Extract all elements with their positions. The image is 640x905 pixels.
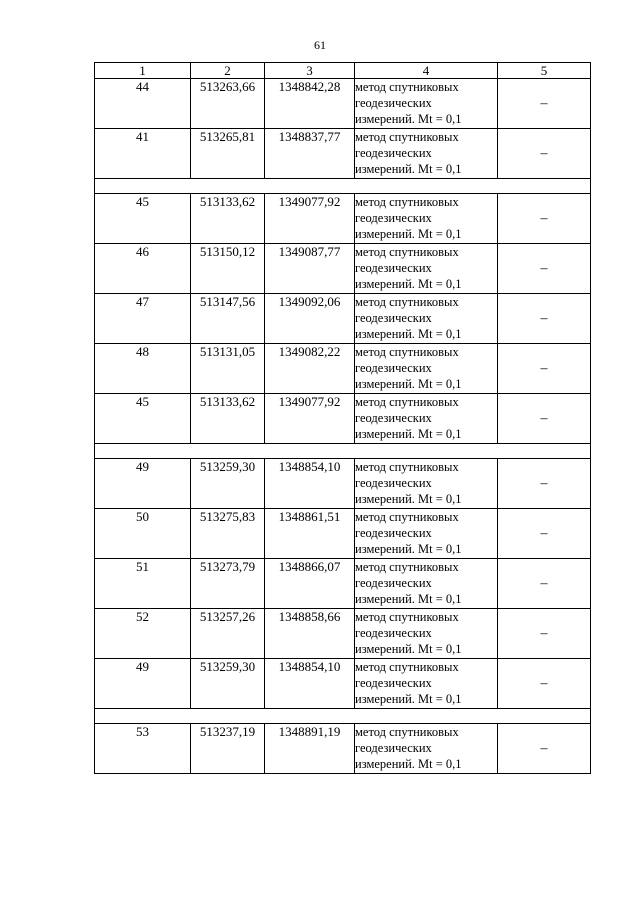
method-line: измерений. Mt = 0,1 — [355, 377, 462, 391]
method-cell — [355, 724, 498, 774]
method-line: метод спутниковых — [355, 725, 459, 739]
method-line: геодезических — [355, 476, 432, 490]
table-spacer-row — [95, 709, 591, 724]
point-number-cell: 50 — [95, 509, 191, 559]
method-line: геодезических — [355, 146, 432, 160]
method-cell — [355, 559, 498, 609]
x-coordinate-cell: 513131,05 — [191, 344, 265, 394]
point-number-cell: 45 — [95, 394, 191, 444]
point-number-cell: 49 — [95, 459, 191, 509]
method-line: геодезических — [355, 676, 432, 690]
y-coordinate-cell: 1348837,77 — [265, 129, 355, 179]
y-coordinate-cell: 1348854,10 — [265, 659, 355, 709]
method-line: метод спутниковых — [355, 460, 459, 474]
method-cell — [355, 459, 498, 509]
table-row — [95, 659, 591, 709]
point-number-cell: 49 — [95, 659, 191, 709]
method-line: метод спутниковых — [355, 510, 459, 524]
table-row — [95, 244, 591, 294]
accuracy-dash-cell: – — [498, 559, 591, 609]
x-coordinate-cell: 513237,19 — [191, 724, 265, 774]
point-number-cell: 45 — [95, 194, 191, 244]
spacer-cell — [95, 179, 591, 194]
y-coordinate-cell: 1348866,07 — [265, 559, 355, 609]
page-number: 61 — [314, 38, 326, 52]
y-coordinate-cell: 1349092,06 — [265, 294, 355, 344]
method-cell — [355, 394, 498, 444]
x-coordinate-cell: 513275,83 — [191, 509, 265, 559]
point-number-cell: 47 — [95, 294, 191, 344]
method-line: геодезических — [355, 626, 432, 640]
accuracy-dash-cell: – — [498, 394, 591, 444]
column-header-5: 5 — [498, 63, 591, 79]
method-line: метод спутниковых — [355, 610, 459, 624]
method-line: геодезических — [355, 576, 432, 590]
spacer-cell — [95, 709, 591, 724]
x-coordinate-cell: 513263,66 — [191, 79, 265, 129]
method-cell — [355, 344, 498, 394]
y-coordinate-cell: 1348854,10 — [265, 459, 355, 509]
method-line: метод спутниковых — [355, 395, 459, 409]
x-coordinate-cell: 513273,79 — [191, 559, 265, 609]
method-line: измерений. Mt = 0,1 — [355, 692, 462, 706]
accuracy-dash-cell: – — [498, 129, 591, 179]
accuracy-dash-cell: – — [498, 724, 591, 774]
x-coordinate-cell: 513150,12 — [191, 244, 265, 294]
method-cell — [355, 659, 498, 709]
method-line: измерений. Mt = 0,1 — [355, 327, 462, 341]
method-line: метод спутниковых — [355, 80, 459, 94]
point-number-cell: 44 — [95, 79, 191, 129]
x-coordinate-cell: 513259,30 — [191, 459, 265, 509]
column-header-3: 3 — [265, 63, 355, 79]
x-coordinate-cell: 513133,62 — [191, 394, 265, 444]
accuracy-dash-cell: – — [498, 509, 591, 559]
method-line: метод спутниковых — [355, 195, 459, 209]
table-row — [95, 194, 591, 244]
accuracy-dash-cell: – — [498, 79, 591, 129]
accuracy-dash-cell: – — [498, 294, 591, 344]
method-line: измерений. Mt = 0,1 — [355, 227, 462, 241]
method-line: измерений. Mt = 0,1 — [355, 112, 462, 126]
method-cell — [355, 194, 498, 244]
table-row — [95, 79, 591, 129]
method-line: измерений. Mt = 0,1 — [355, 757, 462, 771]
method-line: геодезических — [355, 741, 432, 755]
method-line: измерений. Mt = 0,1 — [355, 427, 462, 441]
y-coordinate-cell: 1348858,66 — [265, 609, 355, 659]
method-line: измерений. Mt = 0,1 — [355, 642, 462, 656]
table-spacer-row — [95, 444, 591, 459]
method-cell — [355, 509, 498, 559]
method-cell — [355, 609, 498, 659]
accuracy-dash-cell: – — [498, 344, 591, 394]
x-coordinate-cell: 513265,81 — [191, 129, 265, 179]
point-number-cell: 48 — [95, 344, 191, 394]
method-line: метод спутниковых — [355, 295, 459, 309]
method-line: геодезических — [355, 311, 432, 325]
y-coordinate-cell: 1348891,19 — [265, 724, 355, 774]
column-header-2: 2 — [191, 63, 265, 79]
table-header-row — [95, 63, 591, 79]
accuracy-dash-cell: – — [498, 244, 591, 294]
accuracy-dash-cell: – — [498, 609, 591, 659]
y-coordinate-cell: 1348842,28 — [265, 79, 355, 129]
table-row — [95, 609, 591, 659]
method-line: геодезических — [355, 411, 432, 425]
point-number-cell: 53 — [95, 724, 191, 774]
y-coordinate-cell: 1348861,51 — [265, 509, 355, 559]
method-line: геодезических — [355, 96, 432, 110]
point-number-cell: 41 — [95, 129, 191, 179]
method-cell — [355, 79, 498, 129]
point-number-cell: 46 — [95, 244, 191, 294]
table-row — [95, 294, 591, 344]
x-coordinate-cell: 513257,26 — [191, 609, 265, 659]
point-number-cell: 52 — [95, 609, 191, 659]
table-spacer-row — [95, 179, 591, 194]
method-line: геодезических — [355, 261, 432, 275]
y-coordinate-cell: 1349082,22 — [265, 344, 355, 394]
method-line: геодезических — [355, 526, 432, 540]
method-line: измерений. Mt = 0,1 — [355, 592, 462, 606]
y-coordinate-cell: 1349077,92 — [265, 194, 355, 244]
accuracy-dash-cell: – — [498, 659, 591, 709]
table-row — [95, 344, 591, 394]
method-line: метод спутниковых — [355, 130, 459, 144]
accuracy-dash-cell: – — [498, 459, 591, 509]
method-line: метод спутниковых — [355, 660, 459, 674]
method-line: метод спутниковых — [355, 560, 459, 574]
method-line: геодезических — [355, 361, 432, 375]
column-header-1: 1 — [95, 63, 191, 79]
table-row — [95, 509, 591, 559]
y-coordinate-cell: 1349087,77 — [265, 244, 355, 294]
table-row — [95, 559, 591, 609]
x-coordinate-cell: 513133,62 — [191, 194, 265, 244]
method-line: измерений. Mt = 0,1 — [355, 492, 462, 506]
table-row — [95, 724, 591, 774]
method-cell — [355, 244, 498, 294]
spacer-cell — [95, 444, 591, 459]
table-body — [95, 79, 591, 774]
x-coordinate-cell: 513259,30 — [191, 659, 265, 709]
accuracy-dash-cell: – — [498, 194, 591, 244]
method-line: измерений. Mt = 0,1 — [355, 162, 462, 176]
x-coordinate-cell: 513147,56 — [191, 294, 265, 344]
method-line: измерений. Mt = 0,1 — [355, 542, 462, 556]
table-row — [95, 394, 591, 444]
column-header-4: 4 — [355, 63, 498, 79]
method-cell — [355, 294, 498, 344]
method-line: метод спутниковых — [355, 345, 459, 359]
method-line: метод спутниковых — [355, 245, 459, 259]
method-line: измерений. Mt = 0,1 — [355, 277, 462, 291]
point-number-cell: 51 — [95, 559, 191, 609]
method-line: геодезических — [355, 211, 432, 225]
method-cell — [355, 129, 498, 179]
table-row — [95, 129, 591, 179]
y-coordinate-cell: 1349077,92 — [265, 394, 355, 444]
coordinates-table — [94, 62, 591, 774]
table-row — [95, 459, 591, 509]
